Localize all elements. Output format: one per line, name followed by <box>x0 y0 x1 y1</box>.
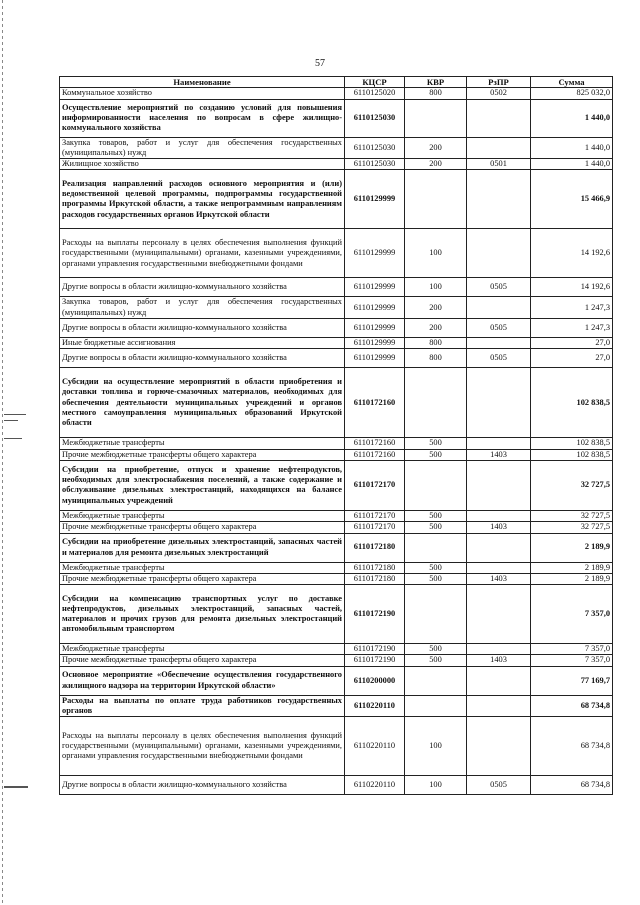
table-row <box>60 137 613 159</box>
row-kvr: 800 <box>405 88 467 99</box>
row-sum: 102 838,5 <box>531 449 613 460</box>
row-rzpr <box>467 99 531 137</box>
table-row <box>60 717 613 776</box>
row-kcsr: 6110172160 <box>345 368 405 438</box>
row-kcsr: 6110220110 <box>345 717 405 776</box>
row-kvr: 200 <box>405 159 467 170</box>
row-kcsr: 6110129999 <box>345 297 405 319</box>
row-kvr <box>405 533 467 562</box>
row-rzpr: 0501 <box>467 159 531 170</box>
row-rzpr <box>467 460 531 510</box>
row-kcsr: 6110125030 <box>345 99 405 137</box>
table-row <box>60 438 613 449</box>
table-row <box>60 585 613 644</box>
row-kcsr: 6110172190 <box>345 655 405 666</box>
row-sum: 1 440,0 <box>531 159 613 170</box>
table-row <box>60 522 613 533</box>
row-kvr: 500 <box>405 510 467 521</box>
row-sum: 68 734,8 <box>531 695 613 717</box>
row-rzpr: 1403 <box>467 522 531 533</box>
row-kvr: 500 <box>405 573 467 584</box>
row-kcsr: 6110220110 <box>345 695 405 717</box>
row-rzpr <box>467 170 531 229</box>
table-row <box>60 278 613 297</box>
row-sum: 68 734,8 <box>531 776 613 795</box>
row-rzpr: 0502 <box>467 88 531 99</box>
row-rzpr: 1403 <box>467 573 531 584</box>
table-row <box>60 460 613 510</box>
row-rzpr <box>467 585 531 644</box>
row-kvr <box>405 368 467 438</box>
row-name: Расходы на выплаты персоналу в целях обеспечения выполнения функций государственными (муниципальными) органами, казенными учреждениями, органами управления государственными внебюджетными фондами <box>60 717 345 776</box>
row-sum: 32 727,5 <box>531 510 613 521</box>
row-kcsr: 6110172160 <box>345 438 405 449</box>
row-kvr: 800 <box>405 349 467 368</box>
row-kcsr: 6110129999 <box>345 338 405 349</box>
row-kcsr: 6110172170 <box>345 510 405 521</box>
header-row <box>60 77 613 88</box>
row-sum: 1 440,0 <box>531 99 613 137</box>
row-sum: 68 734,8 <box>531 717 613 776</box>
table-header <box>60 77 613 88</box>
row-sum: 1 247,3 <box>531 319 613 338</box>
row-sum: 825 032,0 <box>531 88 613 99</box>
row-name: Прочие межбюджетные трансферты общего характера <box>60 449 345 460</box>
table-row <box>60 338 613 349</box>
row-name: Межбюджетные трансферты <box>60 562 345 573</box>
row-kcsr: 6110125030 <box>345 137 405 159</box>
row-name: Прочие межбюджетные трансферты общего характера <box>60 655 345 666</box>
row-kcsr: 6110220110 <box>345 776 405 795</box>
row-kcsr: 6110129999 <box>345 278 405 297</box>
row-kvr: 200 <box>405 137 467 159</box>
row-sum: 27,0 <box>531 349 613 368</box>
row-sum: 7 357,0 <box>531 655 613 666</box>
table-row <box>60 159 613 170</box>
row-kvr <box>405 666 467 695</box>
row-rzpr: 0505 <box>467 278 531 297</box>
row-kcsr: 6110125020 <box>345 88 405 99</box>
row-kcsr: 6110129999 <box>345 229 405 278</box>
row-kvr: 100 <box>405 278 467 297</box>
row-name: Межбюджетные трансферты <box>60 510 345 521</box>
row-kvr <box>405 99 467 137</box>
row-name: Межбюджетные трансферты <box>60 644 345 655</box>
row-rzpr <box>467 562 531 573</box>
row-name: Закупка товаров, работ и услуг для обеспечения государственных (муниципальных) нужд <box>60 137 345 159</box>
row-kvr: 500 <box>405 449 467 460</box>
row-kcsr: 6110129999 <box>345 170 405 229</box>
table-row <box>60 666 613 695</box>
row-rzpr <box>467 229 531 278</box>
scan-mark <box>4 420 18 421</box>
scan-mark <box>4 786 28 788</box>
column-header-kcsr: КЦСР <box>345 77 405 88</box>
row-kvr: 100 <box>405 776 467 795</box>
row-kvr: 500 <box>405 562 467 573</box>
row-sum: 2 189,9 <box>531 562 613 573</box>
row-sum: 7 357,0 <box>531 585 613 644</box>
row-kcsr: 6110172190 <box>345 585 405 644</box>
row-rzpr <box>467 297 531 319</box>
row-sum: 32 727,5 <box>531 460 613 510</box>
table-row <box>60 349 613 368</box>
row-kvr: 500 <box>405 522 467 533</box>
row-kvr: 500 <box>405 655 467 666</box>
row-kvr <box>405 460 467 510</box>
row-rzpr <box>467 438 531 449</box>
row-name: Осуществление мероприятий по созданию условий для повышения информированности населения по вопросам в сфере жилищно-коммунального хозяйства <box>60 99 345 137</box>
column-header-kvr: КВР <box>405 77 467 88</box>
row-rzpr: 1403 <box>467 655 531 666</box>
column-header-rzpr: РзПР <box>467 77 531 88</box>
table-row <box>60 695 613 717</box>
row-name: Иные бюджетные ассигнования <box>60 338 345 349</box>
scan-mark <box>4 438 22 439</box>
row-name: Расходы на выплаты персоналу в целях обеспечения выполнения функций государственными (муниципальными) органами, казенными учреждениями, органами управления государственными внебюджетными фондами <box>60 229 345 278</box>
row-name: Жилищное хозяйство <box>60 159 345 170</box>
row-rzpr <box>467 510 531 521</box>
row-kcsr: 6110172170 <box>345 460 405 510</box>
row-kcsr: 6110129999 <box>345 319 405 338</box>
row-kvr: 800 <box>405 338 467 349</box>
row-name: Субсидии на компенсацию транспортных услуг по доставке нефтепродуктов, дизельных электростанций, запасных частей, материалов и прочих грузов для ремонта дизельных электростанций автомобильным транспортом <box>60 585 345 644</box>
table-row <box>60 533 613 562</box>
table-row <box>60 449 613 460</box>
row-name: Другие вопросы в области жилищно-коммунального хозяйства <box>60 776 345 795</box>
scan-edge-line <box>2 0 3 905</box>
row-kcsr: 6110129999 <box>345 349 405 368</box>
row-rzpr: 0505 <box>467 349 531 368</box>
row-name: Коммунальное хозяйство <box>60 88 345 99</box>
row-rzpr <box>467 695 531 717</box>
row-sum: 32 727,5 <box>531 522 613 533</box>
row-sum: 102 838,5 <box>531 368 613 438</box>
table-row <box>60 644 613 655</box>
row-name: Реализация направлений расходов основного мероприятия и (или) ведомственной целевой программы, подпрограммы государственной программы Иркутской области, а также непрограммным направлениям расходов государственных органов Иркутской области <box>60 170 345 229</box>
table-row <box>60 99 613 137</box>
row-sum: 1 247,3 <box>531 297 613 319</box>
row-name: Расходы на выплаты по оплате труда работников государственных органов <box>60 695 345 717</box>
row-name: Прочие межбюджетные трансферты общего характера <box>60 522 345 533</box>
row-kcsr: 6110172180 <box>345 562 405 573</box>
row-rzpr <box>467 368 531 438</box>
table-row <box>60 510 613 521</box>
table-body <box>60 88 613 795</box>
scan-mark <box>4 414 26 415</box>
row-rzpr: 0505 <box>467 776 531 795</box>
row-sum: 1 440,0 <box>531 137 613 159</box>
row-sum: 15 466,9 <box>531 170 613 229</box>
row-name: Другие вопросы в области жилищно-коммунального хозяйства <box>60 319 345 338</box>
table-row <box>60 229 613 278</box>
row-name: Основное мероприятие «Обеспечение осуществления государственного жилищного надзора на территории Иркутской области» <box>60 666 345 695</box>
row-kvr <box>405 695 467 717</box>
table-row <box>60 170 613 229</box>
row-kcsr: 6110172160 <box>345 449 405 460</box>
table-row <box>60 297 613 319</box>
row-sum: 2 189,9 <box>531 533 613 562</box>
row-kcsr: 6110125030 <box>345 159 405 170</box>
row-kcsr: 6110172180 <box>345 533 405 562</box>
row-kvr <box>405 585 467 644</box>
row-kcsr: 6110200000 <box>345 666 405 695</box>
row-kvr: 200 <box>405 297 467 319</box>
row-name: Другие вопросы в области жилищно-коммунального хозяйства <box>60 278 345 297</box>
row-kvr: 500 <box>405 644 467 655</box>
column-header-name: Наименование <box>60 77 345 88</box>
page-number: 57 <box>315 58 325 69</box>
row-rzpr: 1403 <box>467 449 531 460</box>
table-row <box>60 776 613 795</box>
row-rzpr <box>467 137 531 159</box>
row-name: Субсидии на приобретение, отпуск и хранение нефтепродуктов, необходимых для электроснабжения поселений, а также содержание и обслуживание дизельных электростанций, находящихся на балансе муниципальных учреждений <box>60 460 345 510</box>
table-row <box>60 319 613 338</box>
column-header-sum: Сумма <box>531 77 613 88</box>
table-row <box>60 88 613 99</box>
row-rzpr <box>467 644 531 655</box>
row-sum: 14 192,6 <box>531 278 613 297</box>
row-kvr: 100 <box>405 229 467 278</box>
row-sum: 14 192,6 <box>531 229 613 278</box>
row-name: Другие вопросы в области жилищно-коммунального хозяйства <box>60 349 345 368</box>
row-sum: 27,0 <box>531 338 613 349</box>
row-kvr: 100 <box>405 717 467 776</box>
row-kvr: 200 <box>405 319 467 338</box>
row-rzpr: 0505 <box>467 319 531 338</box>
row-name: Закупка товаров, работ и услуг для обеспечения государственных (муниципальных) нужд <box>60 297 345 319</box>
row-sum: 77 169,7 <box>531 666 613 695</box>
row-rzpr <box>467 717 531 776</box>
row-sum: 102 838,5 <box>531 438 613 449</box>
row-name: Субсидии на осуществление мероприятий в области приобретения и доставки топлива и горюче-смазочных материалов, необходимых для обеспечения деятельности муниципальных учреждений и органов местного самоуправления муниципальных образований Иркутской области <box>60 368 345 438</box>
row-sum: 7 357,0 <box>531 644 613 655</box>
row-sum: 2 189,9 <box>531 573 613 584</box>
row-kvr: 500 <box>405 438 467 449</box>
row-kcsr: 6110172190 <box>345 644 405 655</box>
table-row <box>60 368 613 438</box>
table-row <box>60 655 613 666</box>
table-row <box>60 573 613 584</box>
budget-table <box>59 76 613 795</box>
row-kvr <box>405 170 467 229</box>
row-name: Межбюджетные трансферты <box>60 438 345 449</box>
row-name: Прочие межбюджетные трансферты общего характера <box>60 573 345 584</box>
row-kcsr: 6110172180 <box>345 573 405 584</box>
row-name: Субсидии на приобретение дизельных электростанций, запасных частей и материалов для ремонта дизельных электростанций <box>60 533 345 562</box>
row-kcsr: 6110172170 <box>345 522 405 533</box>
row-rzpr <box>467 666 531 695</box>
table-row <box>60 562 613 573</box>
row-rzpr <box>467 338 531 349</box>
row-rzpr <box>467 533 531 562</box>
